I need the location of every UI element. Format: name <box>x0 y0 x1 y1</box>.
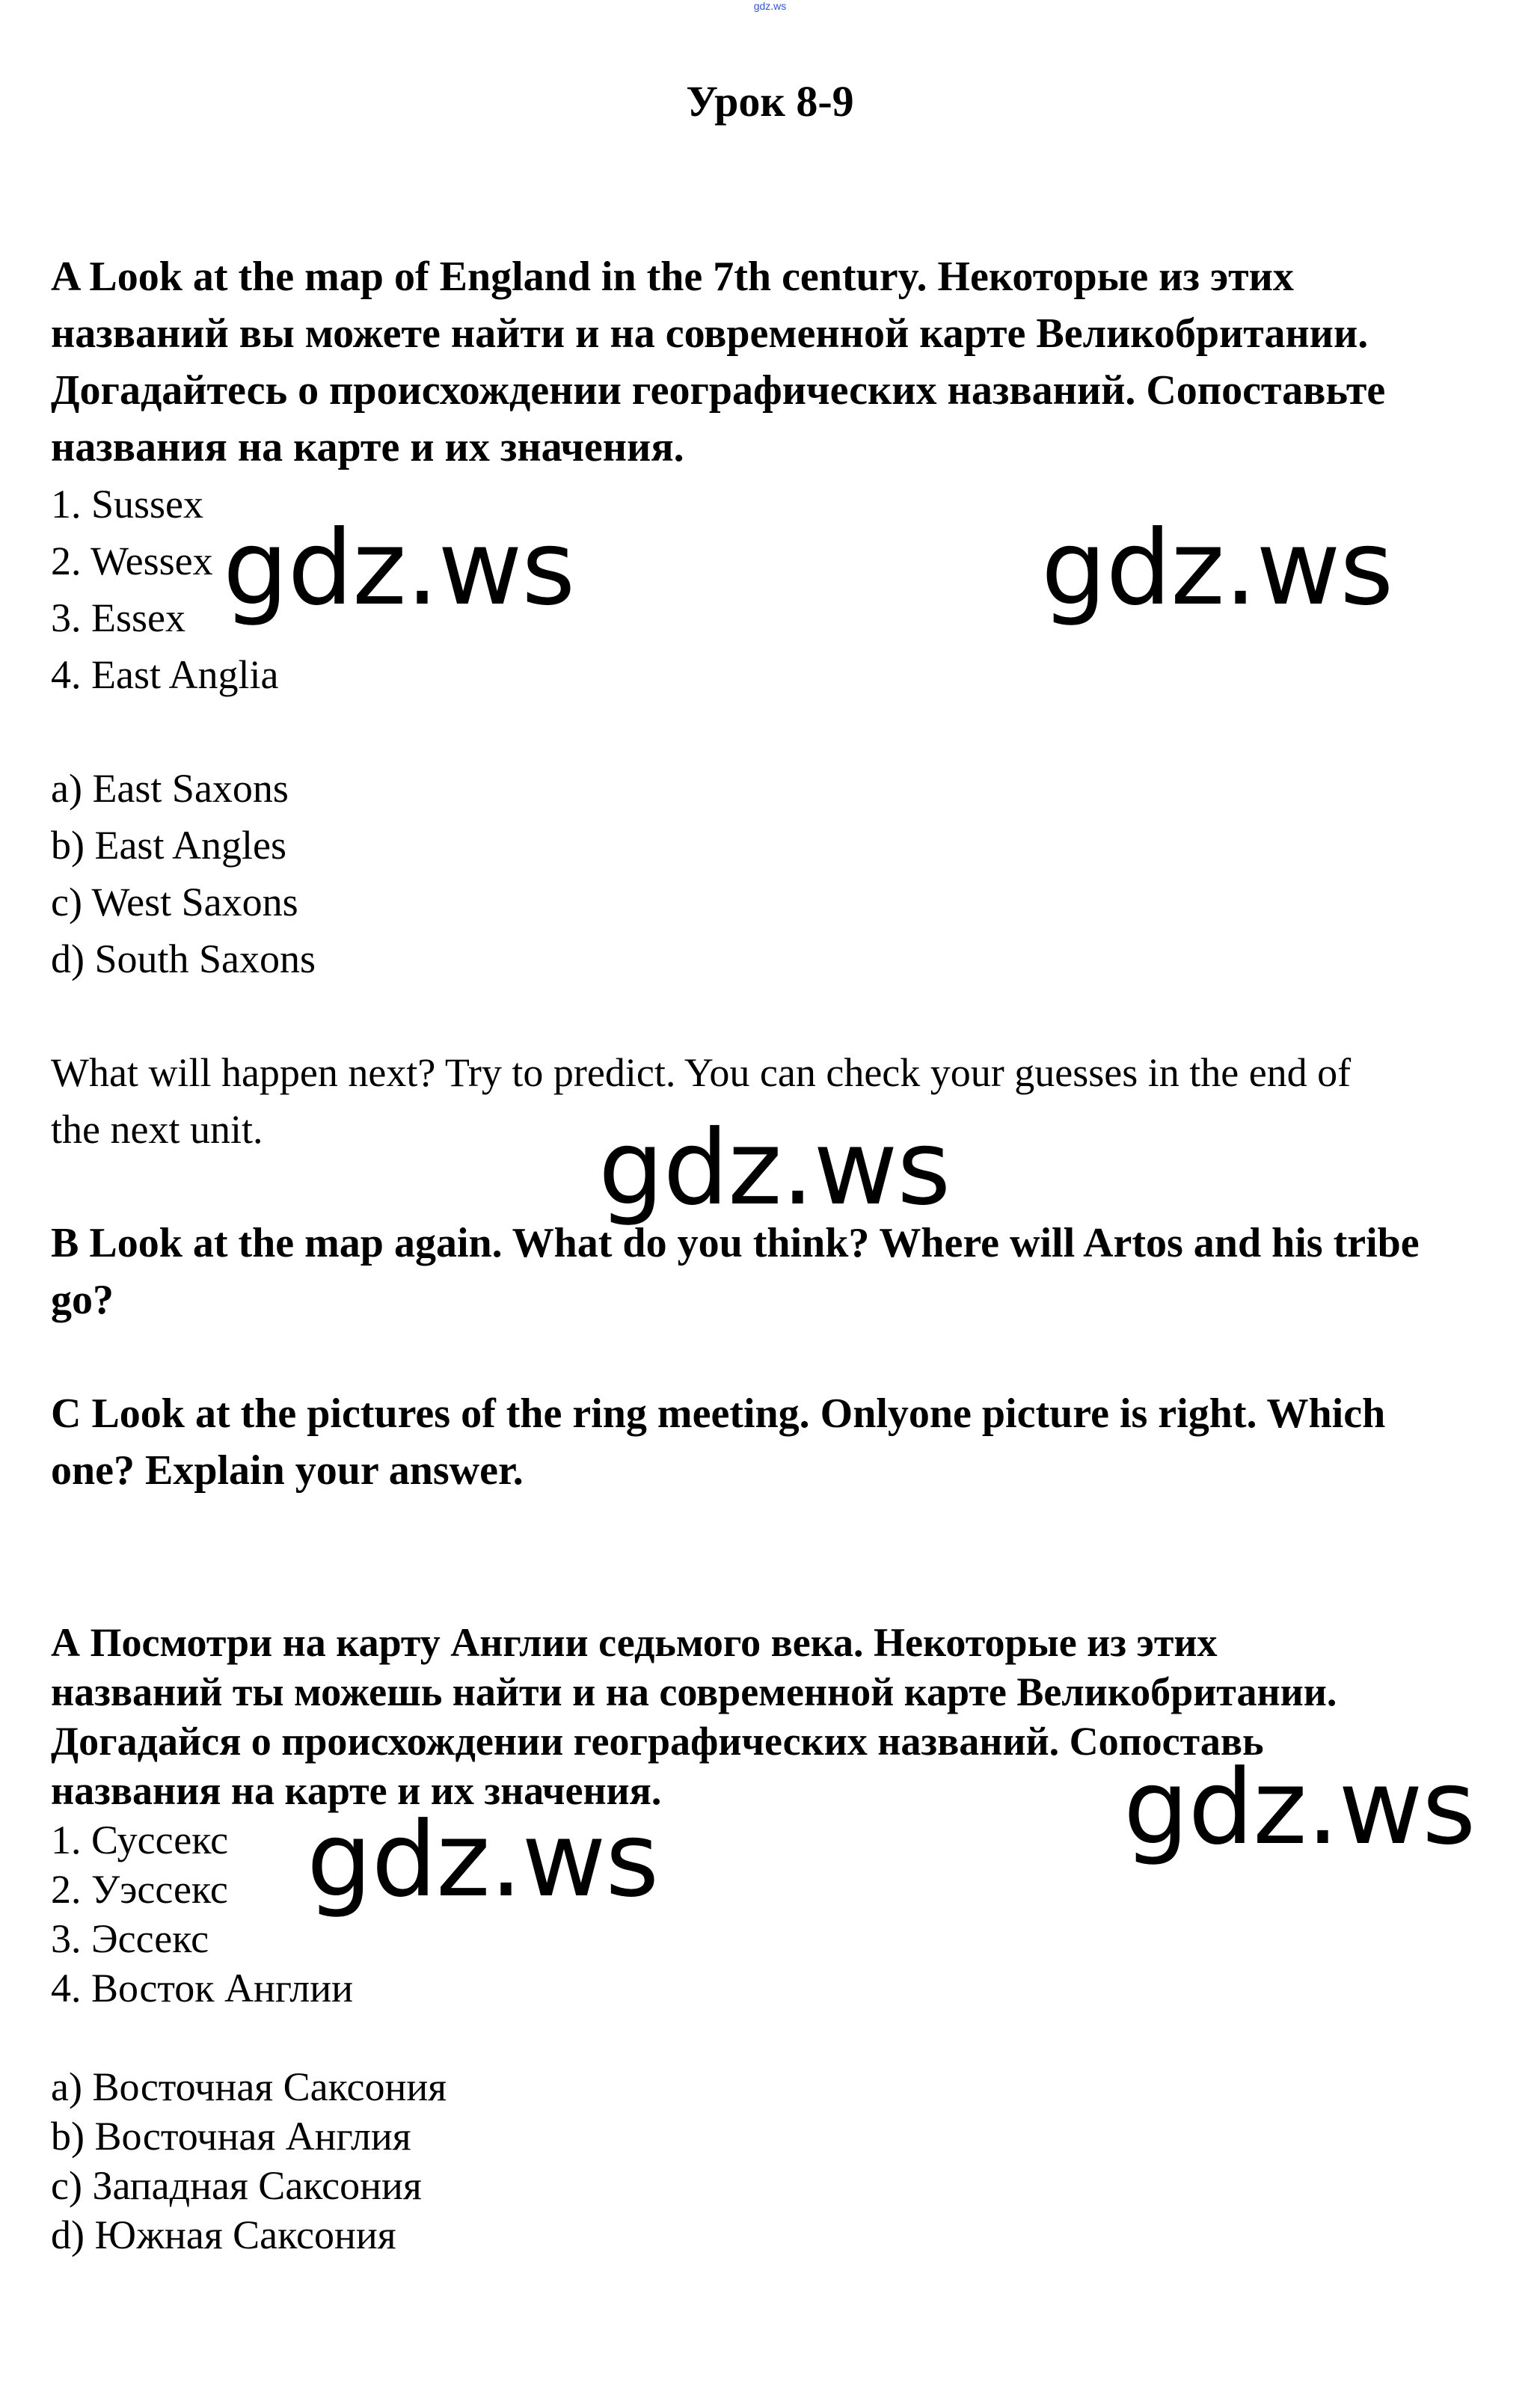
meaning-item-c: c) West Saxons <box>51 880 298 924</box>
predict-line-2: the next unit. <box>51 1107 263 1152</box>
watermark-4: gdz.ws <box>1123 1747 1476 1868</box>
task-c-line-1: C Look at the pictures of the ring meeting. Onlyone picture is right. Which <box>51 1390 1386 1437</box>
ru-place-item-1: 1. Суссекс <box>51 1818 229 1862</box>
task-a-ru-line-1: А Посмотри на карту Англии седьмого века. Некоторые из этих <box>51 1620 1218 1665</box>
watermark-2: gdz.ws <box>1041 508 1393 628</box>
watermark-5: gdz.ws <box>307 1800 659 1920</box>
meaning-item-a: a) East Saxons <box>51 766 289 811</box>
ru-place-item-2: 2. Уэссекс <box>51 1867 228 1912</box>
watermark-1: gdz.ws <box>223 508 575 628</box>
meaning-item-d: d) South Saxons <box>51 936 316 981</box>
task-c-line-2: one? Explain your answer. <box>51 1447 524 1494</box>
task-a-en-line-2: названий вы можете найти и на современной карте Великобритании. <box>51 310 1369 357</box>
task-a-ru-line-3: Догадайся о происхождении географических названий. Сопоставь <box>51 1719 1264 1764</box>
meaning-item-b: b) East Angles <box>51 823 286 868</box>
ru-place-item-4: 4. Восток Англии <box>51 1966 353 2011</box>
place-item-3: 3. Essex <box>51 595 185 640</box>
task-b-line-1: B Look at the map again. What do you think? Where will Artos and his tribe <box>51 1220 1420 1266</box>
ru-meaning-item-d: d) Южная Саксония <box>51 2212 396 2257</box>
place-item-2: 2. Wessex <box>51 539 213 583</box>
place-item-1: 1. Sussex <box>51 482 204 527</box>
page-title: Урок 8-9 <box>686 77 854 126</box>
task-a-en-line-4: названия на карте и их значения. <box>51 424 684 470</box>
task-b-line-2: go? <box>51 1277 114 1323</box>
ru-place-item-3: 3. Эссекс <box>51 1916 209 1961</box>
task-a-ru-line-4: названия на карте и их значения. <box>51 1768 662 1813</box>
task-a-en-line-3: Догадайтесь о происхождении географических названий. Сопоставьте <box>51 367 1386 414</box>
ru-meaning-item-b: b) Восточная Англия <box>51 2114 411 2159</box>
ru-meaning-item-c: c) Западная Саксония <box>51 2163 422 2208</box>
watermark-3: gdz.ws <box>598 1108 951 1228</box>
place-item-4: 4. East Anglia <box>51 652 279 697</box>
predict-line-1: What will happen next? Try to predict. You can check your guesses in the end of <box>51 1050 1352 1095</box>
task-a-ru-line-2: названий ты можешь найти и на современной карте Великобритании. <box>51 1669 1337 1714</box>
ru-meaning-item-a: a) Восточная Саксония <box>51 2064 447 2109</box>
task-a-en-line-1: A Look at the map of England in the 7th century. Некоторые из этих <box>51 254 1294 300</box>
top-watermark-label: gdz.ws <box>753 0 787 12</box>
